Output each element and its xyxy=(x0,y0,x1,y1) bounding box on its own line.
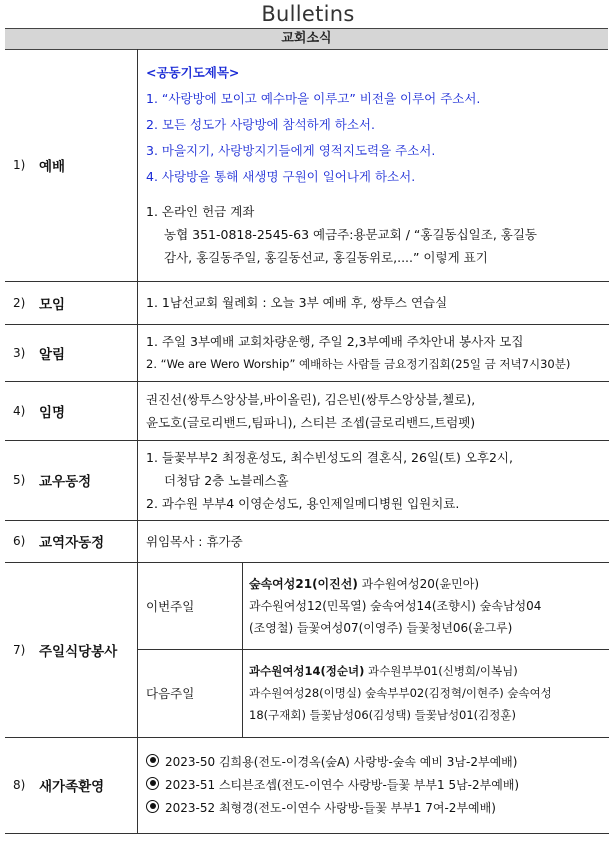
row-label: 교역자동정 xyxy=(39,535,105,551)
appointment-line: 윤도호(글로리밴드,팀파니), 스티븐 조셉(글로리밴드,트럼펫) xyxy=(146,414,476,430)
this-week-lead: 숲속여성21(이진선) xyxy=(249,576,358,591)
prayer-topics xyxy=(146,60,601,190)
members-news-item-cont: 더청담 2층 노블레스홀 xyxy=(164,472,289,488)
new-family-item: 2023-51 스티븐조셉(전도-이연수 사랑방-들꽃 부부1 5남-2부예배) xyxy=(146,774,601,797)
row-number: 1) xyxy=(13,157,26,172)
row-label: 모임 xyxy=(39,296,66,313)
radio-selected-icon xyxy=(146,754,159,767)
new-family-item: 2023-52 최형경(전도-이연수 사랑방-들꽃 부부1 7여-2부예배) xyxy=(146,797,601,820)
row-meeting xyxy=(5,281,609,324)
this-week-row xyxy=(138,563,609,650)
meal-service-table xyxy=(138,563,609,737)
row-staff-news xyxy=(5,520,609,562)
prayer-item: 1. “사랑방에 모이고 예수마을 이루고” 비전을 이루어 주소서. xyxy=(146,91,481,107)
row-number: 4) xyxy=(13,403,26,418)
notice-item: 2. “We are Wero Worship” 예배하는 사람들 금요정기집회(25일 금 저녁7시30분) xyxy=(146,356,571,371)
news-table xyxy=(5,49,609,834)
row-label: 교우동정 xyxy=(39,474,92,490)
this-week-label: 이번주일 xyxy=(138,563,243,650)
prayer-title: <공동기도제목> xyxy=(146,65,240,81)
row-meal-service xyxy=(5,562,609,737)
new-family-item: 2023-50 김희용(전도-이경옥(숲A) 사랑방-숲속 예비 3남-2부예배) xyxy=(146,751,601,774)
row-worship xyxy=(5,49,609,281)
row-label: 임명 xyxy=(39,404,66,421)
next-week-rest: 과수원부부01(신병희/이복님) xyxy=(364,664,518,679)
staff-news-text: 위임목사 : 휴가중 xyxy=(146,533,243,549)
appointment-line: 권진선(쌍투스앙상블,바이올린), 김은빈(쌍투스앙상블,첼로), xyxy=(146,391,476,407)
this-week-line: 과수원여성12(민목열) 숲속여성14(조향시) 숲속남성04 xyxy=(249,598,542,613)
row-label: 새가족환영 xyxy=(39,779,105,795)
offering-account-title: 1. 온라인 헌금 계좌 xyxy=(146,204,255,220)
prayer-item: 3. 마을지기, 사랑방지기들에게 영적지도력을 주소서. xyxy=(146,143,436,159)
row-number: 5) xyxy=(13,473,26,487)
row-label: 예배 xyxy=(39,158,66,175)
row-appointment xyxy=(5,381,609,440)
row-label: 알림 xyxy=(39,346,66,363)
row-number: 8) xyxy=(13,778,26,792)
prayer-item: 4. 사랑방을 통해 새생명 구원이 일어나게 하소서. xyxy=(146,169,416,185)
page-title: Bulletins xyxy=(261,2,355,26)
row-number: 6) xyxy=(13,534,26,548)
next-week-line: 18(구재회) 들꽃남성06(김성택) 들꽃남성01(김정훈) xyxy=(249,708,516,723)
offering-account-detail: 농협 351-0818-2545-63 예금주:용문교회 / “홍길동십일조, 홍길동 xyxy=(164,227,538,243)
row-new-family xyxy=(5,737,609,833)
this-week-line: (조영철) 들꽃여성07(이영주) 들꽃청년06(윤그루) xyxy=(249,620,513,635)
row-number: 2) xyxy=(13,295,26,310)
radio-selected-icon xyxy=(146,777,159,790)
members-news-item: 1. 들꽃부부2 최정훈성도, 최수빈성도의 결혼식, 26일(토) 오후2시, xyxy=(146,449,513,465)
row-label: 주일식당봉사 xyxy=(39,643,118,660)
meeting-text: 1. 1남선교회 월례회 : 오늘 3부 예배 후, 쌍투스 연습실 xyxy=(146,295,448,310)
radio-selected-icon xyxy=(146,800,159,813)
row-number: 7) xyxy=(13,642,26,657)
members-news-item: 2. 과수원 부부4 이영순성도, 용인제일메디병원 입원치료. xyxy=(146,495,460,511)
row-members-news xyxy=(5,440,609,520)
notice-item: 1. 주일 3부예배 교회차량운행, 주일 2,3부예배 주차안내 봉사자 모집 xyxy=(146,333,524,349)
offering-account-detail: 감사, 홍길동주일, 홍길동선교, 홍길동위로,....” 이렇게 표기 xyxy=(164,250,488,266)
next-week-row xyxy=(138,650,609,737)
next-week-line: 과수원여성28(이명실) 숲속부부02(김정혁/이현주) 숲속여성 xyxy=(249,686,552,701)
prayer-item: 2. 모든 성도가 사랑방에 참석하게 하소서. xyxy=(146,117,375,133)
row-notice xyxy=(5,324,609,381)
next-week-lead: 과수원여성14(정순녀) xyxy=(249,664,365,679)
next-week-label: 다음주일 xyxy=(138,650,243,737)
this-week-rest: 과수원여성20(윤민아) xyxy=(357,576,480,591)
row-number: 3) xyxy=(13,345,26,360)
section-header-church-news: 교회소식 xyxy=(5,28,608,50)
